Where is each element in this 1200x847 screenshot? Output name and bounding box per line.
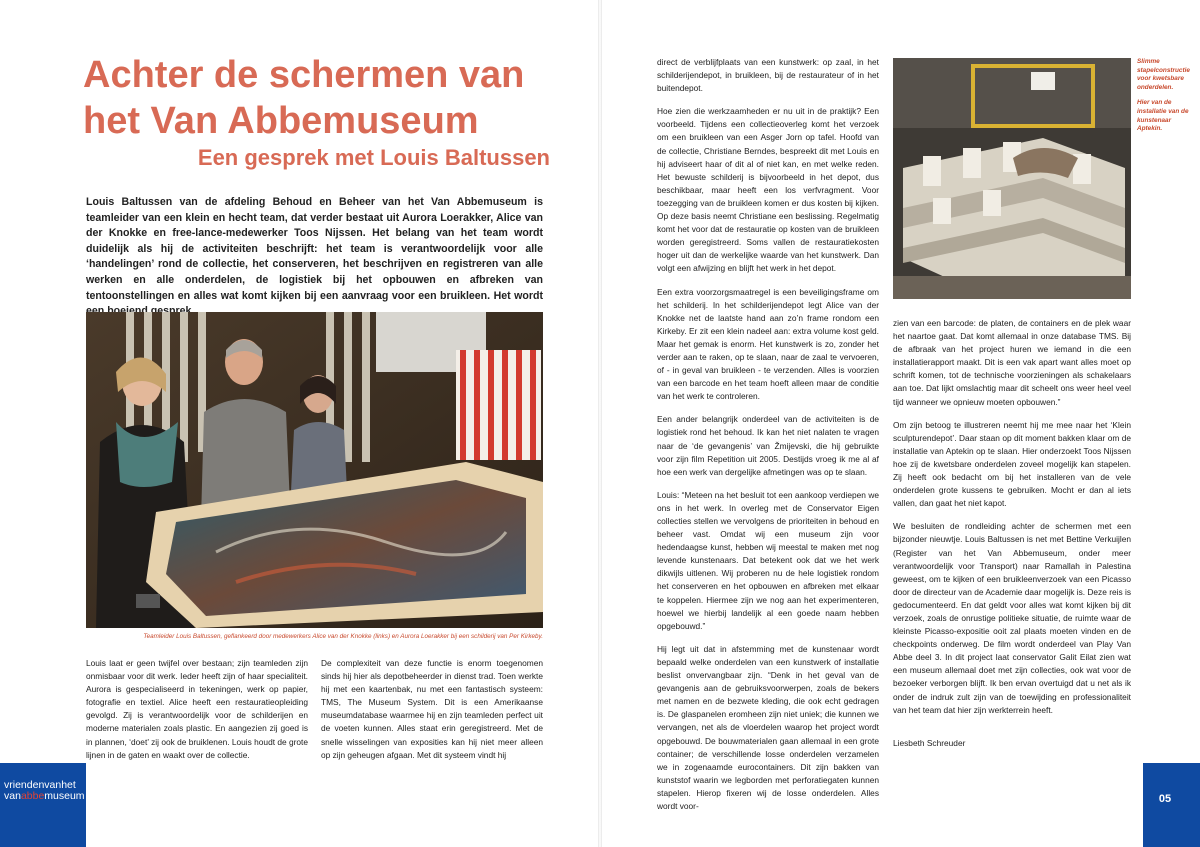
- paragraph: Louis: “Meteen na het besluit tot een aankoop verdiepen we ons in het werk. In overleg met de Conservator Eigen collecties stellen we vervolgens de prioriteiten in behoud en beheer vast. Omdat wij een museum zijn voor hedendaagse kunst, hebben wij meestal te maken met nog levende kunstenaars. Dat betekent ook dat we het werk dikwijls uitlenen. Wij proberen nu de hele logistiek rondom het conserveren en het opbouwen en afbreken met elkaar te koppelen. Hiermee zijn we nog aan het experimenteren, hoewel we hierbij landelijk al een goede naam hebben opgebouwd.”: [657, 489, 879, 631]
- paragraph: Een ander belangrijk onderdeel van de activiteiten is de logistiek rond het behoud. Ik kan het niet nalaten te vragen naar de ‘de gevangenis’ van Žmijevski, die hij gebruikte voor zijn film Repetition uit 2005. Destijds vroeg ik me al af hoe een werk van dergelijke afmetingen was op te slaan.: [657, 414, 879, 477]
- paragraph: Om zijn betoog te illustreren neemt hij me mee naar het ‘Klein sculpturendepot’. Daar staan op dit moment bakken klaar om de installatie van Aptekin op te slaan. Hier onderzoekt Toos Nijssen hoe zij de kwetsbare onderdelen zoveel mogelijk kan stapelen. Zij heeft ook bedacht om bij het installeren van de vele onderdelen grote kussens te gebruiken. Mocht er dan al iets vallen, dan gaat het niet kapot.: [893, 419, 1131, 509]
- brand-abbe: abbe: [20, 790, 45, 802]
- author-signature: Liesbeth Schreuder: [893, 738, 966, 748]
- caption-line-1: Slimme stapelconstructie voor kwetsbare onderdelen.: [1137, 58, 1190, 91]
- left-column-1: [86, 657, 308, 762]
- paragraph: direct de verblijfplaats van een kunstwerk: op zaal, in het schilderijendepot, in bruikleen, bij de restaurateur of in het buitendepot.: [657, 57, 879, 94]
- right-column-1: [657, 56, 879, 813]
- paragraph: Een extra voorzorgsmaatregel is een beveiligingsframe om het schilderij. In het schilderijendepot legt Alice van der Knokke net de laatste hand aan zo’n frame rondom een Kirkeby. Er zit een klein nadeel aan: extra volume kost geld. Maar het gemak is enorm. Het kunstwerk is zo, zonder het verder aan te raken, op te slaan, naar de zaal te vervoeren, of - in geval van bruikleen - te verzenden. Alles is voorzien van een barcode en het team hoeft alleen maar de conditie van het werk te controleren.: [657, 286, 879, 402]
- paragraph: zien van een barcode: de platen, de containers en de plek waar het naartoe gaat. Dat komt allemaal in onze database TMS. Bij de afbraak van het project huren we iemand in die een installatierapport maakt. Dit is een vak apart want alles moet op schrift komen, tot de technische voorzieningen als schakelaars aan toe. Dat lijkt omslachtig maar dit scheelt ons weer heel veel tijd wanneer we opnieuw moeten opbouwen.”: [893, 318, 1131, 407]
- team-photo: [86, 312, 543, 628]
- article-subtitle: Een gesprek met Louis Baltussen: [197, 145, 550, 170]
- sculpture-depot-photo: [893, 58, 1131, 299]
- page-number: 05: [1158, 793, 1172, 805]
- right-page: [600, 0, 1200, 847]
- photo-caption: Teamleider Louis Baltussen, geflankeerd door medewerkers Alice van der Knokke (links) en Aurora Loerakker bij een schilderij van Per Kirkeby.: [143, 633, 543, 640]
- brand-logo: [4, 780, 84, 802]
- brand-line-1: vriendenvanhet: [4, 779, 76, 791]
- paragraph: Hij legt uit dat in afstemming met de kunstenaar wordt bepaald welke onderdelen van een kunstwerk of installatie beslist onvervangbaar zijn. “Denk in het geval van de gevangenis aan de gebruiksvoorwerpen, zoals de bekers met namen en de bezwete kleding, die ook echt gedragen is. De glaspanelen eromheen zijn niet uniek; die kunnen we vervangen, net als de vloerdelen waarop het project wordt opgebouwd. De bouwmaterialen gaan allemaal in een grote container; de verschillende losse onderdelen verzamelen we in zogenaamde eurocontainers. Dit zijn bakken van kunststof waarin we legborden met perforatiegaten kunnen stapelen. Hierop fixeren wij de losse onderdelen. Alles wordt voor-: [657, 643, 879, 811]
- brand-line-2: [4, 791, 84, 802]
- paragraph: We besluiten de rondleiding achter de schermen met een bijzonder nieuwtje. Louis Baltussen is net met Bettine Verkuijlen (Register van het Van Abbemuseum, onder meer verantwoordelijk voor Transport) naar Ramallah in Palestina geweest, om te kijken of een bruikleenverzoek van een Picasso door de directeur van de Academie daar mogelijk is. Deze reis is gedocumenteerd. En dat geldt voor alles wat komt kijken bij dit verzoek, zoals de onrustige politieke situatie, de ruimte waar de kleinste Picasso-expositie ooit zal plaats moeten vinden en de checkpoints onderweg. De film wordt onderdeel van Play Van Abbe deel 3. In dit project laat conservator Galit Eilat zien wat een museum allemaal doet met zijn collecties, ook wat voor de bezoeker verborgen blijft. Ik ben ervan overtuigd dat u net als ik onder de indruk zult zijn van de toewijding en professionaliteit van het team dat hier zijn werkterrein heeft.: [893, 521, 1131, 715]
- photo-side-caption: [1137, 58, 1195, 141]
- paragraph: De complexiteit van deze functie is enorm toegenomen sinds hij hier als depotbeheerder in dienst trad. Toen werkte hij met een kaartenbak, nu met een fantastisch systeem: TMS, The Museum System. Dit is een Amerikaanse museumdatabase waarmee hij en zijn teamleden perfect uit de voeten kunnen. Alles staat erin geregistreerd. Met de snelle wisselingen van exposities kan hij niet meer alleen op zijn geheugen afgaan. Met dit systeem vindt hij: [321, 658, 543, 760]
- caption-line-2: Hier van de installatie van de kunstenaar Aptekin.: [1137, 99, 1189, 133]
- article-title: Achter de schermen van het Van Abbemuseum: [83, 54, 525, 142]
- paragraph: Hoe zien die werkzaamheden er nu uit in de praktijk? Een voorbeeld. Tijdens een collectieoverleg komt het verzoek om een bruikleen van een Asger Jorn op tafel. Hoofd van de collectie, Christiane Berndes, bespreekt dit met Louis en hij adviseert haar of dit al of niet kan, en met welke reden. Het bewuste schilderij is bijvoorbeeld in het depot, dus beschikbaar, maar heeft een los verfvragment. Voor toezegging van de bruikleen komen er dus kosten bij kijken. Op deze basis neemt Christiane een beslissing. Regelmatig komt het voor dat de restauratie op kosten van de bruikleen worden geregistreerd. Soms vallen de restauratiekosten hoger uit dan de werkelijke waarde van het kunstwerk. Dan volgt een afwijzing en blijft het werk in het depot.: [657, 106, 879, 274]
- intro-paragraph: Louis Baltussen van de afdeling Behoud en Beheer van het Van Abbemuseum is teamleider van een klein en hecht team, dat verder bestaat uit Aurora Loerakker, Alice van der Knokke en free-lance-medewerker Toos Nijssen. Het belang van het team wordt duidelijk als hij de activiteiten beschrijft: het team is verantwoordelijk voor alle ‘handelingen’ rond de collectie, het conserveren, het beschrijven en registreren van alle werken en alle onderdelen, de logistiek bij het opbouwen en afbreken van tentoonstellingen en alles wat komt kijken bij een aanvraag voor een bruikleen. Het wordt: [86, 196, 543, 302]
- left-column-2: [321, 657, 543, 762]
- paragraph: Louis laat er geen twijfel over bestaan; zijn teamleden zijn onmisbaar voor dit werk. Ieder heeft zijn of haar specialiteit. Aurora is gespecialiseerd in tekeningen, werk op papier, fotografie en textiel. Alice heeft een restauratieopleiding gevolgd. Zij is verantwoordelijk voor de schilderijen en moderne materialen zoals plastic. En aangezien zij goed is in plannen, ‘doet’ zij ook de bruiklenen. Louis houdt de grote lijnen in de gaten en waakt over de collectie.: [86, 658, 308, 760]
- right-column-2: [893, 317, 1131, 717]
- brand-block: [0, 763, 86, 847]
- brand-van: van: [4, 790, 21, 802]
- brand-museum: museum: [44, 790, 85, 802]
- page-number-block: [1143, 763, 1200, 847]
